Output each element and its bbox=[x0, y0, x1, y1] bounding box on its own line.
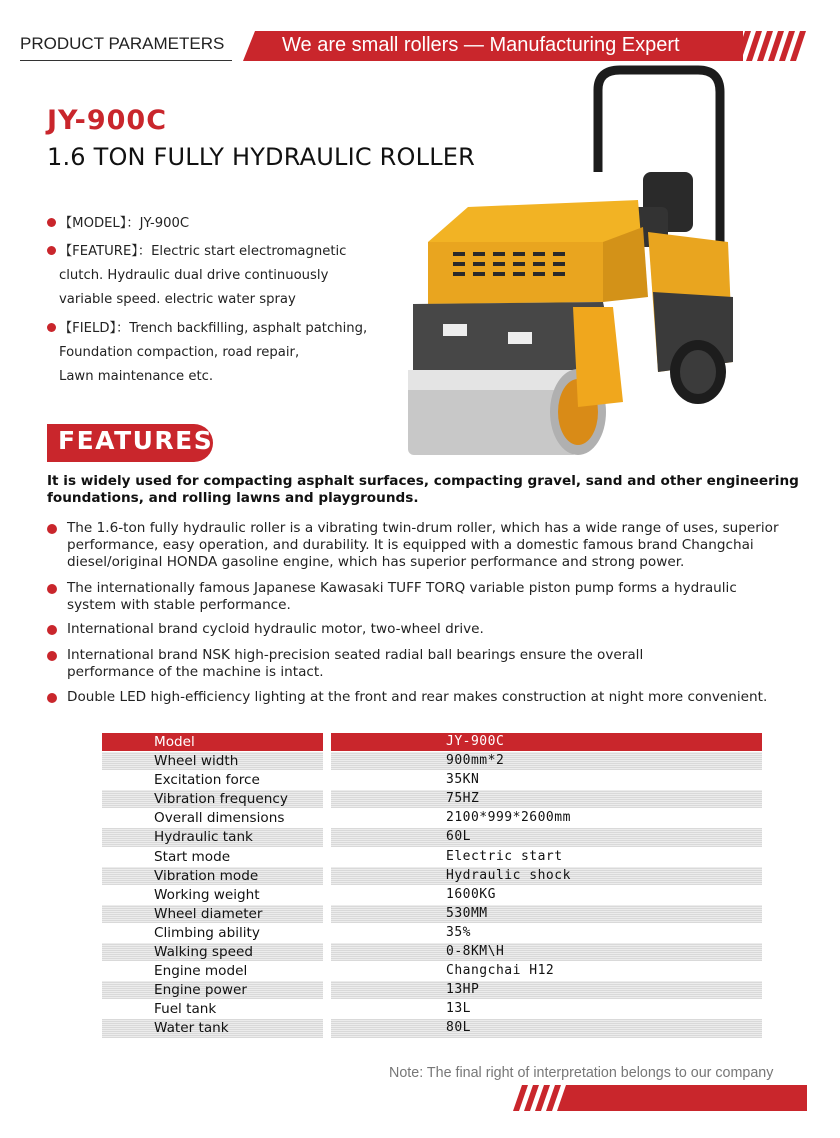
table-header-label: Model bbox=[102, 733, 323, 751]
table-cell-label: Vibration mode bbox=[102, 867, 323, 885]
feature-bullet-line: Double LED high-efficiency lighting at the front and rear makes construction at night more convenient. bbox=[67, 689, 768, 705]
spec-model bbox=[47, 212, 392, 236]
table-cell-value: 1600KG bbox=[331, 886, 762, 904]
spec-field-label: 【FIELD】： bbox=[59, 321, 130, 336]
spec-field-line: Foundation compaction, road repair, bbox=[59, 345, 300, 360]
table-cell-label: Walking speed bbox=[102, 943, 323, 961]
table-header-value: JY-900C bbox=[331, 733, 762, 751]
table-row bbox=[102, 981, 762, 1000]
footer-note: Note: The final right of interpretation belongs to our company bbox=[389, 1065, 774, 1081]
feature-bullet bbox=[47, 621, 807, 638]
table-cell-label: Fuel tank bbox=[102, 1000, 323, 1018]
table-cell-value: 60L bbox=[331, 828, 762, 846]
table-row bbox=[102, 943, 762, 962]
features-intro-line: It is widely used for compacting asphalt surfaces, compacting gravel, sand and other engineering bbox=[47, 473, 799, 489]
feature-bullet-line: The internationally famous Japanese Kawasaki TUFF TORQ variable piston pump forms a hydraulic bbox=[67, 580, 737, 596]
table-row bbox=[102, 828, 762, 847]
table-row bbox=[102, 1019, 762, 1038]
spec-feature-line: variable speed. electric water spray bbox=[59, 292, 296, 307]
table-cell-value: Electric start bbox=[331, 848, 762, 866]
bullet-icon bbox=[47, 218, 56, 227]
table-cell-value: 13L bbox=[331, 1000, 762, 1018]
table-cell-label: Start mode bbox=[102, 848, 323, 866]
table-cell-label: Engine model bbox=[102, 962, 323, 980]
table-cell-value: 80L bbox=[331, 1019, 762, 1037]
table-cell-label: Wheel width bbox=[102, 752, 323, 770]
table-cell-value: Changchai H12 bbox=[331, 962, 762, 980]
table-cell-value: 75HZ bbox=[331, 790, 762, 808]
table-row bbox=[102, 790, 762, 809]
table-row bbox=[102, 962, 762, 981]
feature-bullet-line: performance of the machine is intact. bbox=[67, 663, 324, 680]
table-cell-label: Overall dimensions bbox=[102, 809, 323, 827]
features-badge-text: FEATURES bbox=[58, 426, 214, 455]
table-row bbox=[102, 1000, 762, 1019]
bullet-icon bbox=[47, 524, 57, 534]
table-cell-value: 900mm*2 bbox=[331, 752, 762, 770]
spec-feature-label: 【FEATURE】： bbox=[59, 244, 152, 259]
bullet-icon bbox=[47, 584, 57, 594]
table-cell-label: Excitation force bbox=[102, 771, 323, 789]
spec-field bbox=[47, 317, 392, 389]
section-title: PRODUCT PARAMETERS bbox=[20, 34, 225, 53]
bullet-icon bbox=[47, 625, 57, 635]
table-cell-label: Water tank bbox=[102, 1019, 323, 1037]
table-row bbox=[102, 905, 762, 924]
table-row bbox=[102, 867, 762, 886]
table-row bbox=[102, 848, 762, 867]
spec-model-value: JY-900C bbox=[139, 216, 190, 231]
feature-bullet-line: The 1.6-ton fully hydraulic roller is a vibrating twin-drum roller, which has a wide range of uses, superior bbox=[67, 520, 779, 536]
table-cell-label: Working weight bbox=[102, 886, 323, 904]
bullet-icon bbox=[47, 651, 57, 661]
table-row bbox=[102, 886, 762, 905]
feature-bullet-line: performance, easy operation, and durability. It is equipped with a domestic famous brand Changchai bbox=[67, 536, 754, 553]
bullet-icon bbox=[47, 693, 57, 703]
product-title: 1.6 TON FULLY HYDRAULIC ROLLER bbox=[47, 143, 476, 171]
section-title-underline bbox=[20, 60, 232, 61]
footer-stripes-decoration bbox=[512, 1085, 574, 1111]
table-cell-value: 13HP bbox=[331, 981, 762, 999]
table-cell-label: Wheel diameter bbox=[102, 905, 323, 923]
bullet-icon bbox=[47, 246, 56, 255]
road-roller-image bbox=[398, 62, 743, 472]
table-row bbox=[102, 809, 762, 828]
spec-model-label: 【MODEL】： bbox=[59, 216, 140, 231]
table-row bbox=[102, 752, 762, 771]
feature-bullet bbox=[47, 647, 807, 681]
footer-bar bbox=[566, 1085, 807, 1111]
banner-stripes-decoration bbox=[722, 31, 807, 61]
table-cell-label: Hydraulic tank bbox=[102, 828, 323, 846]
spec-field-line: Trench backfilling, asphalt patching, bbox=[129, 321, 368, 336]
table-cell-value: 2100*999*2600mm bbox=[331, 809, 762, 827]
table-cell-value: 530MM bbox=[331, 905, 762, 923]
feature-bullet-line: system with stable performance. bbox=[67, 596, 291, 613]
features-intro-line: foundations, and rolling lawns and playgrounds. bbox=[47, 490, 419, 506]
table-cell-value: 35KN bbox=[331, 771, 762, 789]
table-cell-value: 35% bbox=[331, 924, 762, 942]
spec-feature-line: clutch. Hydraulic dual drive continuously bbox=[59, 268, 329, 283]
table-cell-value: Hydraulic shock bbox=[331, 867, 762, 885]
features-intro bbox=[47, 473, 807, 507]
product-code: JY-900C bbox=[47, 105, 168, 136]
table-row bbox=[102, 924, 762, 943]
feature-bullet-line: diesel/original HONDA gasoline engine, which has superior performance and strong power. bbox=[67, 553, 685, 570]
feature-bullet-line: International brand cycloid hydraulic motor, two-wheel drive. bbox=[67, 621, 484, 637]
feature-bullet bbox=[47, 520, 807, 570]
table-cell-label: Engine power bbox=[102, 981, 323, 999]
spec-feature bbox=[47, 240, 392, 312]
bullet-icon bbox=[47, 323, 56, 332]
table-cell-value: 0-8KM\H bbox=[331, 943, 762, 961]
header-banner-text: We are small rollers — Manufacturing Expert bbox=[282, 34, 680, 56]
feature-bullet bbox=[47, 689, 807, 706]
feature-bullet bbox=[47, 580, 807, 614]
table-row bbox=[102, 771, 762, 790]
spec-feature-line: Electric start electromagnetic bbox=[151, 244, 347, 259]
table-cell-label: Vibration frequency bbox=[102, 790, 323, 808]
parameters-table bbox=[102, 733, 762, 1039]
table-header-row bbox=[102, 733, 762, 752]
feature-bullet-line: International brand NSK high-precision seated radial ball bearings ensure the overall bbox=[67, 647, 644, 663]
table-cell-label: Climbing ability bbox=[102, 924, 323, 942]
spec-field-line: Lawn maintenance etc. bbox=[59, 369, 214, 384]
